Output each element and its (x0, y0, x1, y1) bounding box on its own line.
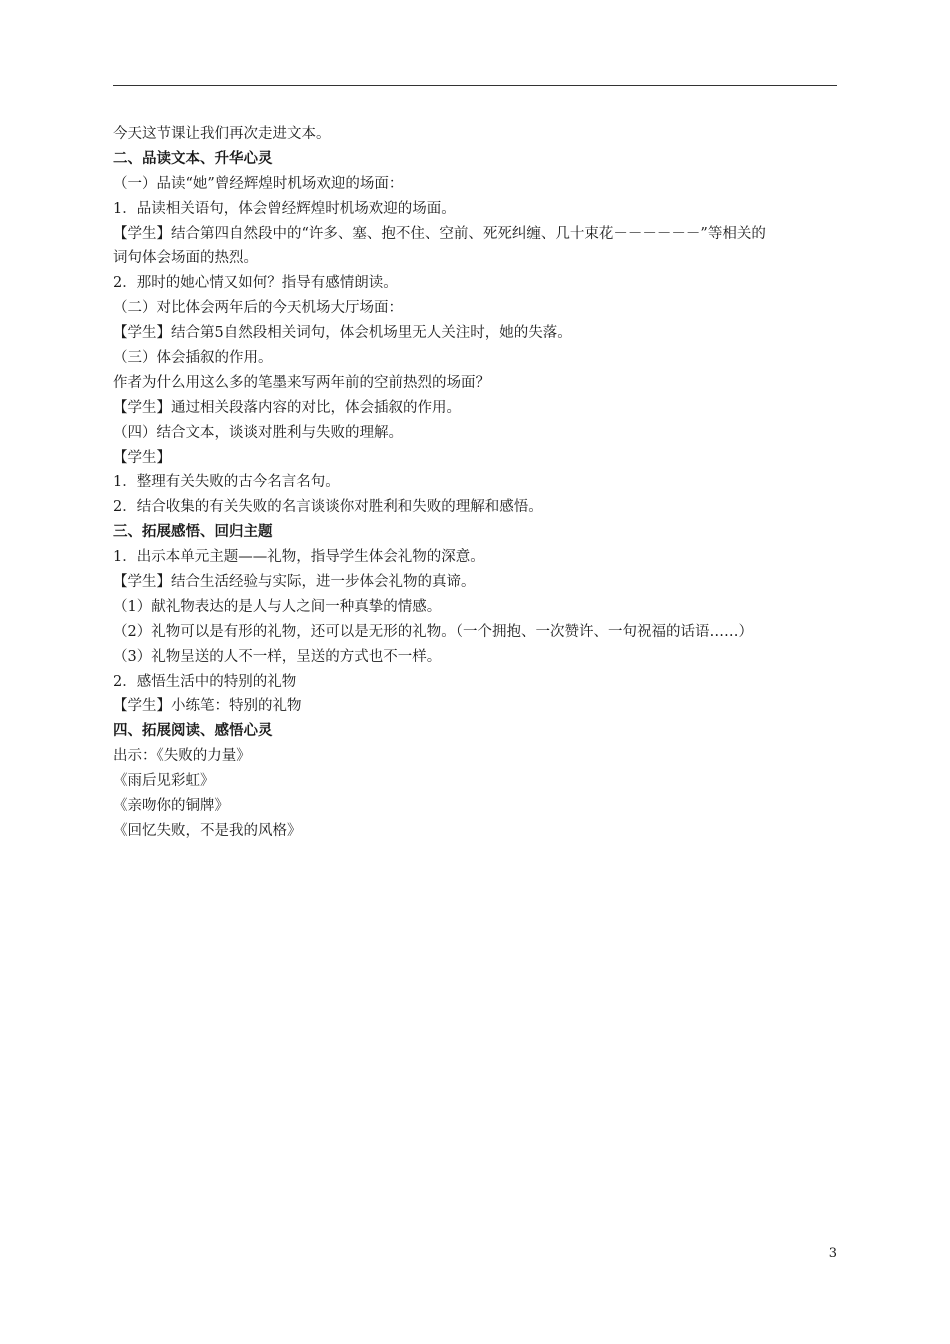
page-number: 3 (828, 1246, 837, 1261)
header-rule (113, 85, 837, 86)
text-line: 2．结合收集的有关失败的名言谈谈你对胜利和失败的理解和感悟。 (113, 499, 543, 516)
text-line: （一）品读“她”曾经辉煌时机场欢迎的场面： (113, 175, 404, 192)
text-line: 【学生】通过相关段落内容的对比，体会插叙的作用。 (113, 399, 461, 416)
section-heading: 三、拓展感悟、回归主题 (113, 523, 273, 541)
section-heading: 二、品读文本、升华心灵 (113, 149, 273, 167)
text-line: 《雨后见彩虹》 (113, 773, 215, 790)
text-line: （四）结合文本，谈谈对胜利与失败的理解。 (113, 424, 403, 441)
text-line: 《回忆失败，不是我的风格》 (113, 822, 302, 839)
text-line: （3）礼物呈送的人不一样，呈送的方式也不一样。 (113, 648, 442, 665)
text-line: 1．品读相关语句，体会曾经辉煌时机场欢迎的场面。 (113, 200, 456, 217)
text-line: 2．感悟生活中的特别的礼物 (113, 673, 297, 690)
text-line: （三）体会插叙的作用。 (113, 350, 273, 367)
text-line: 【学生】 (113, 449, 171, 466)
text-line: 今天这节课让我们再次走进文本。 (113, 126, 331, 142)
text-line: 【学生】小练笔：特别的礼物 (113, 698, 302, 715)
text-line: 2．那时的她心情又如何？指导有感情朗读。 (113, 275, 398, 292)
text-line: 【学生】结合生活经验与实际，进一步体会礼物的真谛。 (113, 574, 476, 591)
text-line: 作者为什么用这么多的笔墨来写两年前的空前热烈的场面？ (113, 374, 490, 391)
text-line: 词句体会场面的热烈。 (113, 250, 258, 267)
text-line: 【学生】结合第四自然段中的“许多、塞、抱不住、空前、死死纠缠、几十束花－－－－－－”等相关的 (113, 225, 766, 242)
section-heading: 四、拓展阅读、感悟心灵 (113, 722, 273, 740)
text-line: 【学生】结合第5自然段相关词句，体会机场里无人关注时，她的失落。 (113, 325, 572, 342)
document-body (113, 122, 843, 844)
text-line: 1．出示本单元主题——礼物，指导学生体会礼物的深意。 (113, 549, 485, 566)
text-line: 1．整理有关失败的古今名言名句。 (113, 474, 340, 491)
text-line: 《亲吻你的铜牌》 (113, 798, 229, 815)
text-line: （1）献礼物表达的是人与人之间一种真挚的情感。 (113, 598, 442, 615)
text-line: 出示：《失败的力量》 (113, 748, 251, 765)
text-line: （2）礼物可以是有形的礼物，还可以是无形的礼物。（一个拥抱、一次赞许、一句祝福的话语……） (113, 623, 753, 640)
text-line: （二）对比体会两年后的今天机场大厅场面： (113, 300, 403, 317)
